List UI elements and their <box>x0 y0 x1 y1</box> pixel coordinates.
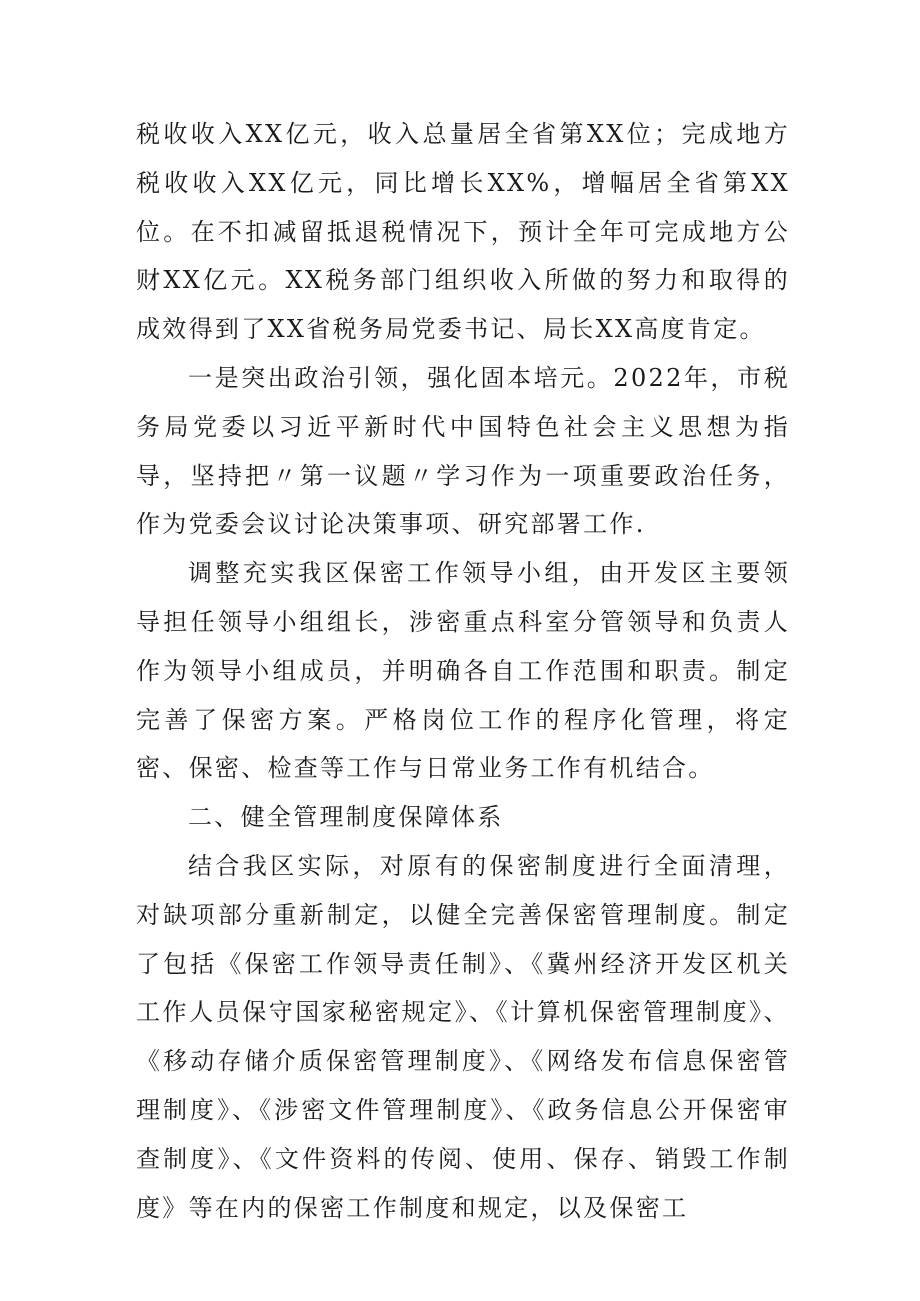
paragraph-political-leadership: 一是突出政治引领，强化固本培元。2022年，市税务局党委以习近平新时代中国特色社会主义思想为指导，坚持把〃第一议题〃学习作为一项重要政治任务，作为党委会议讨论决策事项、研究部署工作. <box>136 363 790 539</box>
paragraph-management-rules: 结合我区实际，对原有的保密制度进行全面清理，对缺项部分重新制定，以健全完善保密管理制度。制定了包括《保密工作领导责任制》、《冀州经济开发区机关工作人员保守国家秘密规定》、《计算机保密管理制度》、《移动存储介质保密管理制度》、《网络发布信息保密管理制度》、《涉密文件管理制度》、《政务信息公开保密审查制度》、《文件资料的传阅、使用、保存、销毁工作制度》等在内的保密工作制度和规定，以及保密工 <box>136 851 790 1222</box>
paragraph-tax-revenue: 税收收入XX亿元，收入总量居全省第XX位；完成地方税收收入XX亿元，同比增长XX%，增幅居全省第XX位。在不扣减留抵退税情况下，预计全年可完成地方公财XX亿元。XX税务部门组织收入所做的努力和取得的成效得到了XX省税务局党委书记、局长XX高度肯定。 <box>136 120 790 344</box>
section-heading-management-system: 二、健全管理制度保障体系 <box>188 803 504 832</box>
document-body <box>136 110 790 1232</box>
paragraph-confidentiality-group: 调整充实我区保密工作领导小组，由开发区主要领导担任领导小组组长，涉密重点科室分管领导和负责人作为领导小组成员，并明确各自工作范围和职责。制定完善了保密方案。严格岗位工作的程序化管理，将定密、保密、检查等工作与日常业务工作有机结合。 <box>136 559 790 783</box>
